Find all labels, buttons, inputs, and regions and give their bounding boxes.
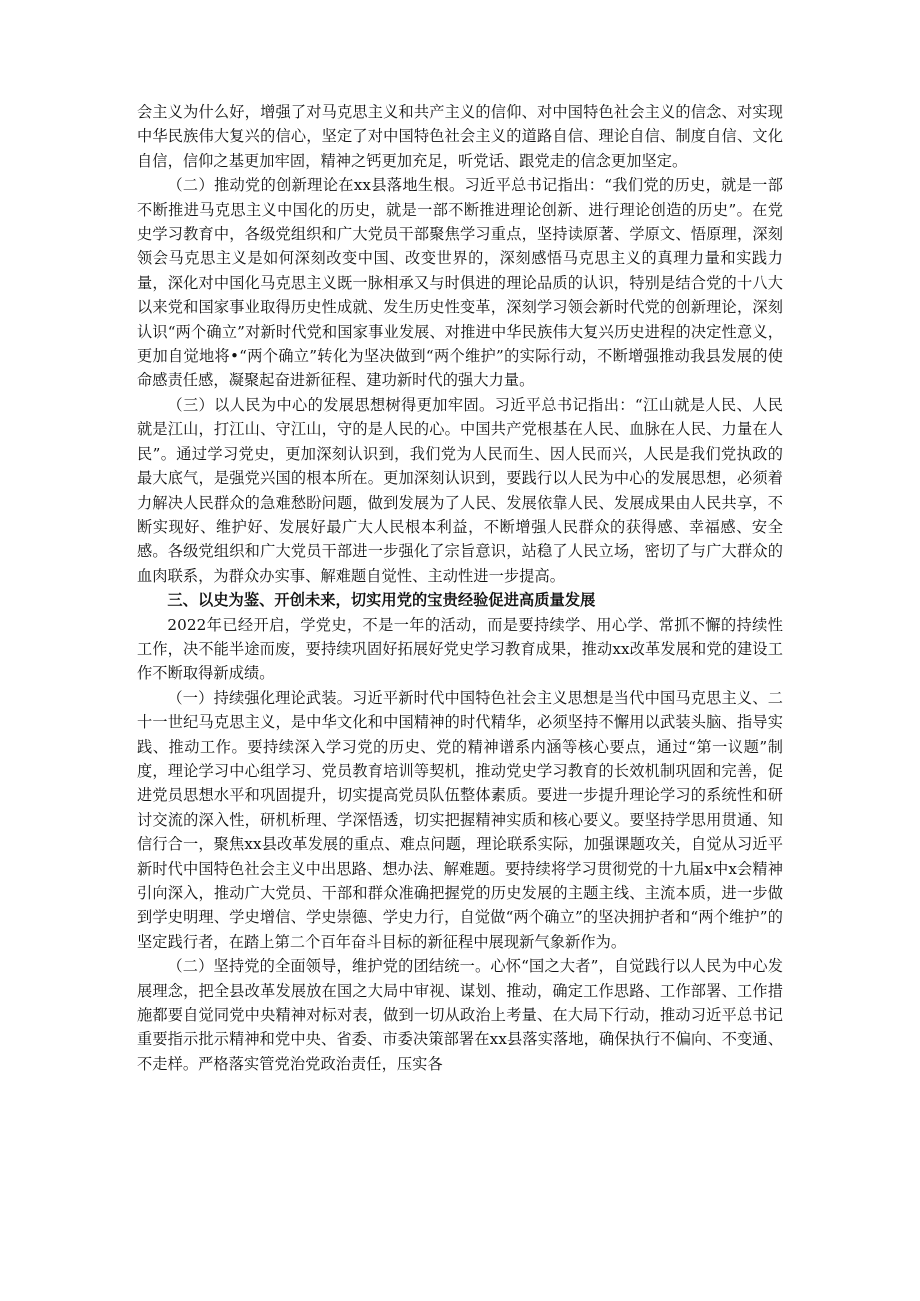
document-page	[137, 100, 783, 1076]
body-paragraph: （二）推动党的创新理论在xx县落地生根。习近平总书记指出：“我们党的历史，就是一部不断推进马克思主义中国化的历史，就是一部不断推进理论创新、进行理论创造的历史”。在党史学习教育中，各级党组织和广大党员干部聚焦学习重点，坚持读原著、学原文、悟原理，深刻领会马克思主义是如何深刻改变中国、改变世界的，深刻感悟马克思主义的真理力量和实践力量，深化对中国化马克思主义既一脉相承又与时俱进的理论品质的认识，特别是结合党的十八大以来党和国家事业取得历史性成就、发生历史性变革，深刻学习领会新时代党的创新理论，深刻认识“两个确立”对新时代党和国家事业发展、对推进中华民族伟大复兴历史进程的决定性意义，更加自觉地将•“两个确立”转化为坚决做到“两个维护”的实际行动，不断增强推动我县发展的使命感责任感，凝聚起奋进新征程、建功新时代的强大力量。	[137, 176, 783, 390]
section-heading: 三、以史为鉴、开创未来，切实用党的宝贵经验促进高质量发展	[167, 591, 596, 610]
body-paragraph: （三）以人民为中心的发展思想树得更加牢固。习近平总书记指出：“江山就是人民、人民就是江山，打江山、守江山，守的是人民的心。中国共产党根基在人民、血脉在人民、力量在人民”。通过学习党史，更加深刻认识到，我们党为人民而生、因人民而兴，人民是我们党执政的最大底气，是强党兴国的根本所在。更加深刻认识到，要践行以人民为中心的发展思想，必须着力解决人民群众的急难愁盼问题，做到发展为了人民、发展依靠人民、发展成果由人民共享，不断实现好、维护好、发展好最广大人民根本利益，不断增强人民群众的获得感、幸福感、安全感。各级党组织和广大党员干部进一步强化了宗旨意识，站稳了人民立场，密切了与广大群众的血肉联系，为群众办实事、解难题自觉性、主动性进一步提高。	[137, 395, 783, 585]
body-paragraph: （二）坚持党的全面领导，维护党的团结统一。心怀“国之大者”，自觉践行以人民为中心发展理念，把全县改革发展放在国之大局中审视、谋划、推动，确定工作思路、工作部署、工作措施都要自觉同党中央精神对标对表，做到一切从政治上考量、在大局下行动，推动习近平总书记重要指示批示精神和党中央、省委、市委决策部署在xx县落实落地，确保执行不偏向、不变通、不走样。严格落实管党治党政治责任，压实各	[137, 957, 783, 1073]
body-paragraph: 2022年已经开启，学党史，不是一年的活动，而是要持续学、用心学、常抓不懈的持续性工作，决不能半途而废，要持续巩固好拓展好党史学习教育成果，推动xx改革发展和党的建设工作不断取得新成绩。	[137, 615, 783, 683]
body-paragraph: （一）持续强化理论武装。习近平新时代中国特色社会主义思想是当代中国马克思主义、二十一世纪马克思主义，是中华文化和中国精神的时代精华，必须坚持不懈用以武装头脑、指导实践、推动工作。要持续深入学习党的历史、党的精神谱系内涵等核心要点，通过“第一议题”制度，理论学习中心组学习、党员教育培训等契机，推动党史学习教育的长效机制巩固和完善，促进党员思想水平和巩固提升，切实提高党员队伍整体素质。要进一步提升理论学习的系统性和研讨交流的深入性，研机析理、学深悟透，切实把握精神实质和核心要义。要坚持学思用贯通、知信行合一，聚焦xx县改革发展的重点、难点问题，理论联系实际，加强课题攻关，自觉从习近平新时代中国特色社会主义中出思路、想办法、解难题。要持续将学习贯彻党的十九届x中x会精神引向深入，推动广大党员、干部和群众准确把握党的历史发展的主题主线、主流本质，进一步做到学史明理、学史增信、学史崇德、学史力行，自觉做“两个确立”的坚决拥护者和“两个维护”的坚定践行者，在踏上第二个百年奋斗目标的新征程中展现新气象新作为。	[137, 688, 783, 951]
continuation-paragraph: 会主义为什么好，增强了对马克思主义和共产主义的信仰、对中国特色社会主义的信念、对实现中华民族伟大复兴的信心，坚定了对中国特色社会主义的道路自信、理论自信、制度自信、文化自信，信仰之基更加牢固，精神之钙更加充足，听党话、跟党走的信念更加坚定。	[137, 103, 783, 170]
